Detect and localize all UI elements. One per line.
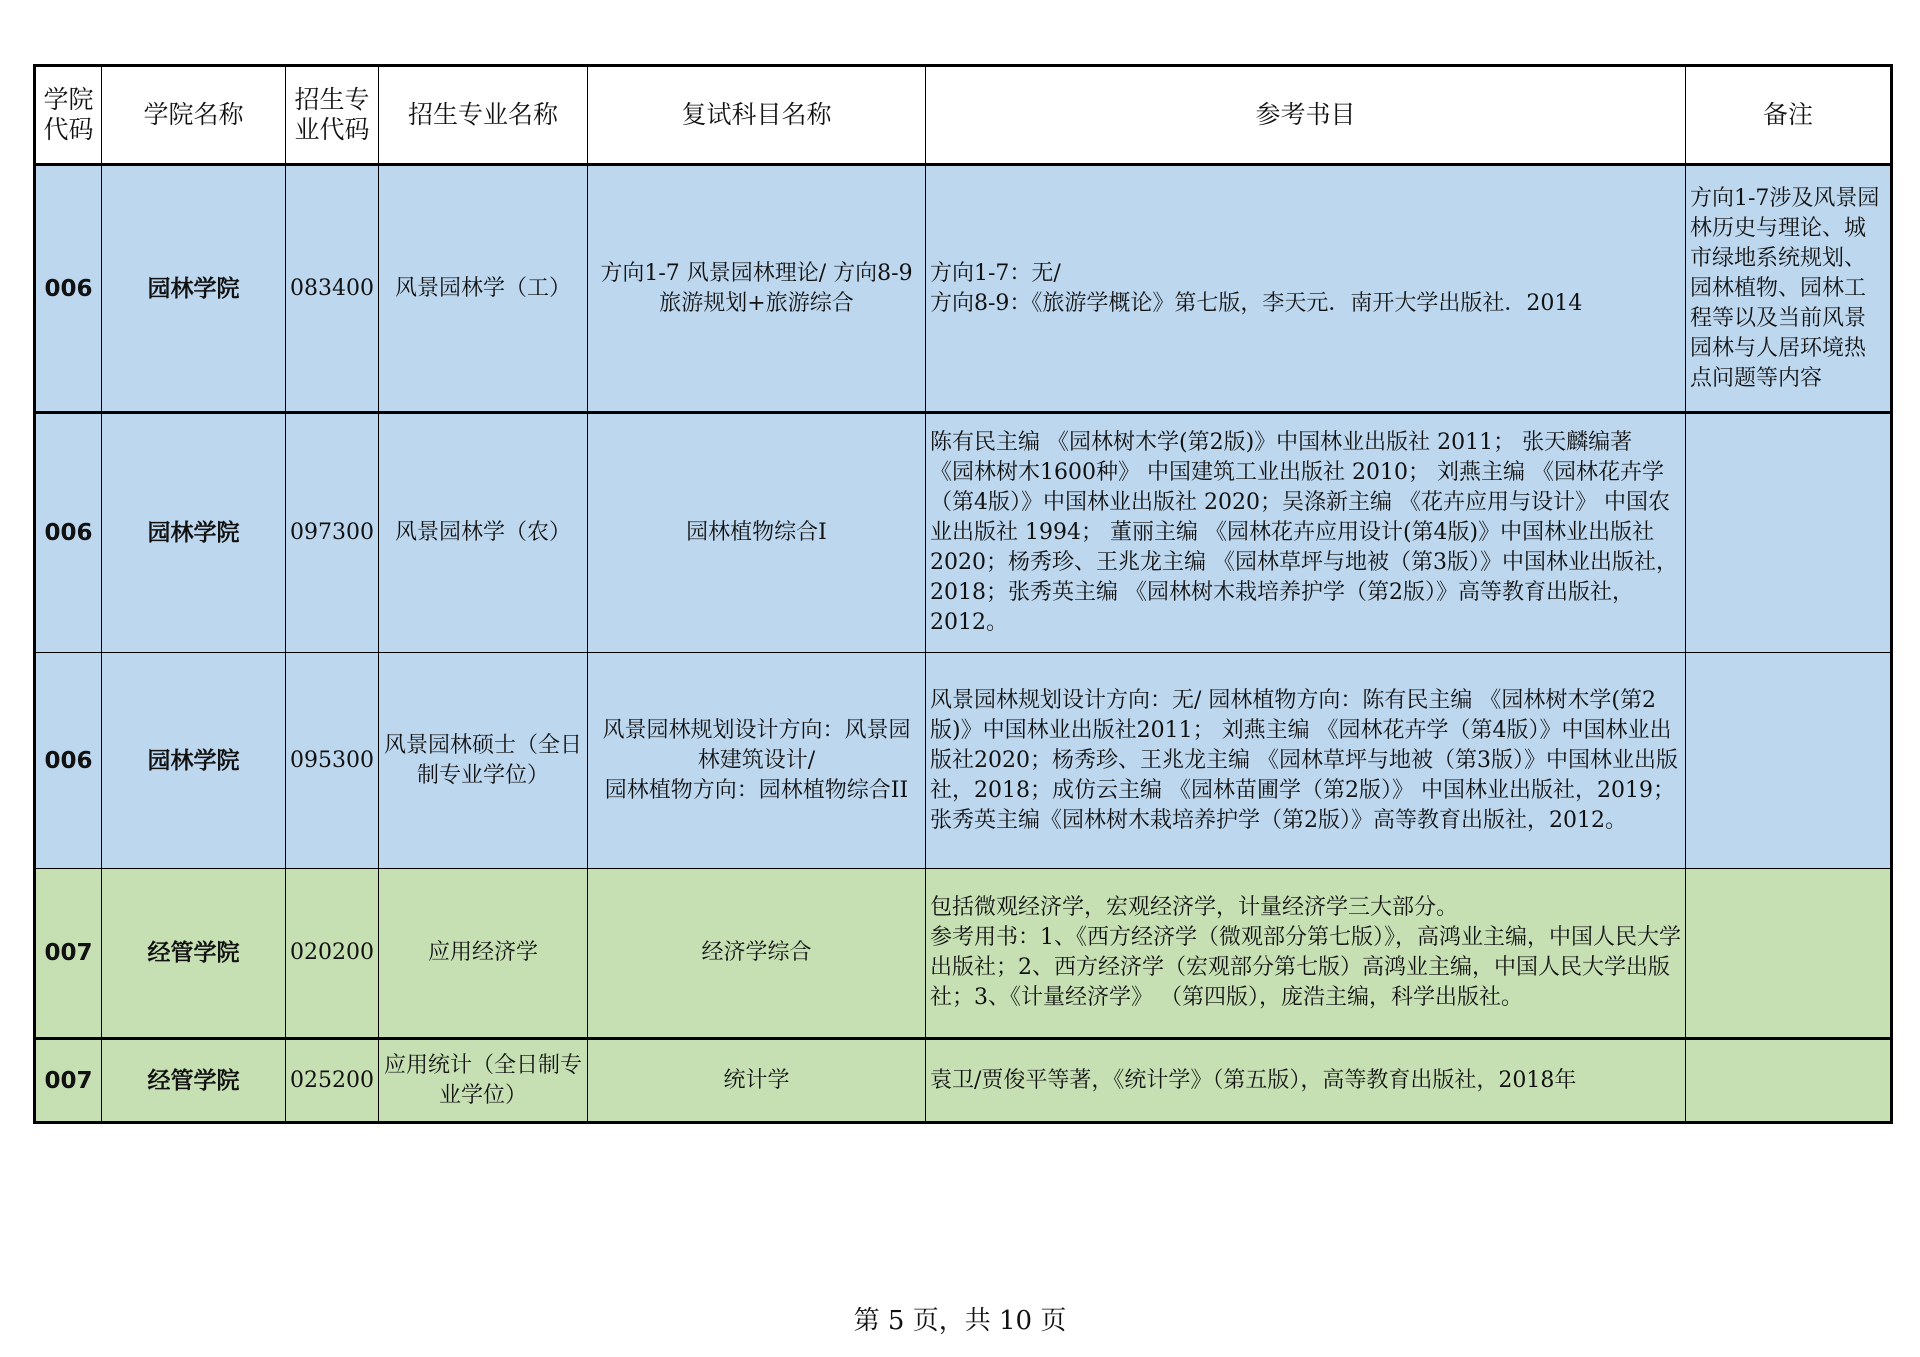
books-cell: 方向1-7：无/ 方向8-9：《旅游学概论》第七版，李天元．南开大学出版社．2014: [926, 165, 1686, 413]
header-remarks: 备注: [1686, 66, 1892, 165]
major-code-cell: 097300: [286, 413, 379, 653]
exam-subject-cell: 风景园林规划设计方向：风景园林建筑设计/ 园林植物方向：园林植物综合II: [588, 653, 926, 869]
header-exam-subject: 复试科目名称: [588, 66, 926, 165]
major-name-cell: 应用经济学: [379, 869, 588, 1039]
college-code-cell: 007: [35, 1039, 102, 1123]
exam-subject-cell: 经济学综合: [588, 869, 926, 1039]
college-name-cell: 经管学院: [102, 869, 286, 1039]
college-name-cell: 经管学院: [102, 1039, 286, 1123]
major-code-cell: 083400: [286, 165, 379, 413]
header-books: 参考书目: [926, 66, 1686, 165]
major-name-cell: 风景园林学（工）: [379, 165, 588, 413]
exam-subject-cell: 统计学: [588, 1039, 926, 1123]
header-college-name: 学院名称: [102, 66, 286, 165]
college-name-cell: 园林学院: [102, 165, 286, 413]
college-name-cell: 园林学院: [102, 653, 286, 869]
remarks-cell: 方向1-7涉及风景园林历史与理论、城市绿地系统规划、园林植物、园林工程等以及当前风景园林与人居环境热点问题等内容: [1686, 165, 1892, 413]
major-name-cell: 风景园林硕士（全日制专业学位）: [379, 653, 588, 869]
college-code-cell: 007: [35, 869, 102, 1039]
college-code-cell: 006: [35, 653, 102, 869]
college-name-cell: 园林学院: [102, 413, 286, 653]
remarks-cell: [1686, 1039, 1892, 1123]
major-code-cell: 020200: [286, 869, 379, 1039]
major-code-cell: 025200: [286, 1039, 379, 1123]
header-major-code: 招生专业代码: [286, 66, 379, 165]
table-row: [35, 653, 1892, 869]
major-name-cell: 应用统计（全日制专业学位）: [379, 1039, 588, 1123]
header-college-code: 学院代码: [35, 66, 102, 165]
header-major-name: 招生专业名称: [379, 66, 588, 165]
admissions-table: [33, 64, 1893, 1124]
books-cell: 陈有民主编 《园林树木学(第2版)》中国林业出版社 2011； 张天麟编著 《园林树木1600种》 中国建筑工业出版社 2010； 刘燕主编 《园林花卉学（第4版）》中国林业出版社 2020；吴涤新主编 《花卉应用与设计》 中国农业出版社 1994； 董丽主编 《园林花卉应用设计(第4版)》中国林业出版社 2020；杨秀珍、王兆龙主编 《园林草坪与地被（第3版）》中国林业出版社，2018；张秀英主编 《园林树木栽培养护学（第2版）》高等教育出版社，2012。: [926, 413, 1686, 653]
page-number: 第 5 页，共 10 页: [853, 1306, 1067, 1336]
remarks-cell: [1686, 413, 1892, 653]
table-row: [35, 165, 1892, 413]
major-code-cell: 095300: [286, 653, 379, 869]
table-row: [35, 1039, 1892, 1123]
books-cell: 袁卫/贾俊平等著，《统计学》（第五版），高等教育出版社，2018年: [926, 1039, 1686, 1123]
table-row: [35, 413, 1892, 653]
exam-subject-cell: 园林植物综合I: [588, 413, 926, 653]
remarks-cell: [1686, 653, 1892, 869]
college-code-cell: 006: [35, 413, 102, 653]
header-row: [35, 66, 1892, 165]
remarks-cell: [1686, 869, 1892, 1039]
exam-subject-cell: 方向1-7 风景园林理论/ 方向8-9 旅游规划+旅游综合: [588, 165, 926, 413]
college-code-cell: 006: [35, 165, 102, 413]
books-cell: 包括微观经济学，宏观经济学，计量经济学三大部分。 参考用书：1、《西方经济学（微观部分第七版）》，高鸿业主编，中国人民大学出版社；2、西方经济学（宏观部分第七版）高鸿业主编，中国人民大学出版社；3、《计量经济学》 （第四版），庞浩主编，科学出版社。: [926, 869, 1686, 1039]
books-cell: 风景园林规划设计方向：无/ 园林植物方向：陈有民主编 《园林树木学(第2版)》中国林业出版社2011； 刘燕主编 《园林花卉学（第4版）》中国林业出版社2020；杨秀珍、王兆龙主编 《园林草坪与地被（第3版）》中国林业出版社，2018；成仿云主编 《园林苗圃学（第2版）》 中国林业出版社，2019；张秀英主编《园林树木栽培养护学（第2版）》高等教育出版社，2012。: [926, 653, 1686, 869]
table-row: [35, 869, 1892, 1039]
major-name-cell: 风景园林学（农）: [379, 413, 588, 653]
